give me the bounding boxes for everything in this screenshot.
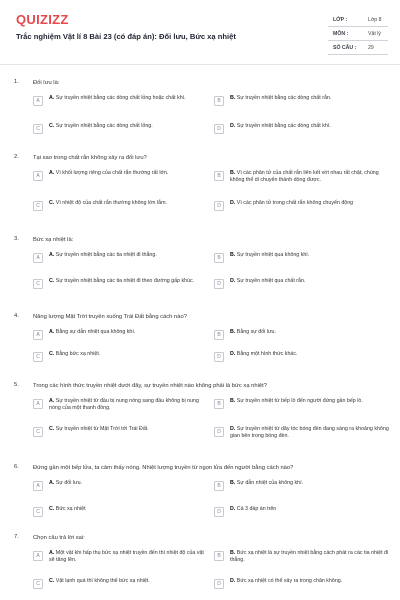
option-letter-box: A — [33, 551, 43, 561]
answer-option-c[interactable] — [33, 426, 203, 440]
option-letter-box: A — [33, 399, 43, 409]
answer-option-c[interactable] — [33, 578, 203, 592]
answer-option-c[interactable] — [33, 123, 203, 137]
answer-option-d[interactable] — [214, 426, 389, 440]
option-letter-box: A — [33, 96, 43, 106]
option-letter-box: B — [214, 551, 224, 561]
option-letter-box: C — [33, 124, 43, 134]
option-letter-box: D — [214, 124, 224, 134]
answer-option-b[interactable] — [214, 95, 384, 109]
question-number: 2. — [14, 154, 19, 160]
option-letter-box: B — [214, 253, 224, 263]
question-number: 6. — [14, 464, 19, 470]
option-text: D. Cả 3 đáp án trên — [230, 506, 277, 512]
meta-row-subject — [328, 27, 388, 41]
answer-option-a[interactable] — [33, 480, 203, 494]
question-text: Trong các hình thức truyền nhiệt dưới đây, sự truyền nhiệt nào không phải là bức xạ nhiệt? — [33, 383, 267, 389]
option-text: B. Sự truyền nhiệt qua không khí. — [230, 252, 310, 258]
option-letter-box: D — [214, 279, 224, 289]
option-letter-box: B — [214, 171, 224, 181]
question-number: 7. — [14, 534, 19, 540]
answer-option-c[interactable] — [33, 200, 203, 214]
option-letter-box: D — [214, 201, 224, 211]
question-number: 3. — [14, 236, 19, 242]
page-title: Trắc nghiệm Vật lí 8 Bài 23 (có đáp án): Đối lưu, Bức xạ nhiệt — [16, 32, 236, 41]
meta-row-class — [328, 13, 388, 27]
option-letter-box: B — [214, 399, 224, 409]
answer-option-d[interactable] — [214, 578, 384, 592]
option-letter-box: B — [214, 96, 224, 106]
option-letter-box: A — [33, 481, 43, 491]
answer-option-b[interactable] — [214, 550, 389, 564]
option-letter-box: B — [214, 481, 224, 491]
quizizz-logo: QUIZIZZ — [16, 12, 69, 27]
meta-key: SỐ CÂU : — [333, 45, 357, 51]
answer-option-b[interactable] — [214, 398, 384, 412]
option-text: C. Sự truyền nhiệt từ Mặt Trời tới Trái Đất. — [49, 426, 149, 432]
answer-option-d[interactable] — [214, 506, 384, 520]
question-4 — [0, 313, 400, 383]
meta-row-count — [328, 41, 388, 55]
answer-option-a[interactable] — [33, 329, 203, 343]
option-text: D. Bức xạ nhiệt có thể xảy ra trong chân không. — [230, 578, 343, 584]
answer-option-a[interactable] — [33, 252, 203, 266]
answer-option-b[interactable] — [214, 329, 384, 343]
question-text: Bức xạ nhiệt là: — [33, 237, 74, 243]
option-text: D. Vì các phân tử trong chất rắn không chuyển động — [230, 200, 354, 206]
question-2 — [0, 154, 400, 224]
option-letter-box: C — [33, 352, 43, 362]
option-text: D. Bằng một hình thức khác. — [230, 351, 298, 357]
meta-key: MÔN : — [333, 31, 349, 37]
question-6 — [0, 464, 400, 534]
option-text: C. Vật lạnh quá thì không thể bức xạ nhiệt. — [49, 578, 150, 584]
option-text: D. Sự truyền nhiệt từ dây tóc bóng đèn đang sáng ra khoảng không gian bên trong bóng đèn. — [230, 426, 389, 439]
option-letter-box: C — [33, 579, 43, 589]
option-text: C. Sự truyền nhiệt bằng các tia nhiệt đi theo đường gấp khúc. — [49, 278, 195, 284]
answer-option-c[interactable] — [33, 506, 203, 520]
meta-value: Lớp 8 — [368, 17, 382, 23]
answer-option-d[interactable] — [214, 351, 384, 365]
answer-option-b[interactable] — [214, 170, 384, 184]
option-letter-box: B — [214, 330, 224, 340]
answer-option-b[interactable] — [214, 252, 384, 266]
option-text: C. Vì nhiệt độ của chất rắn thường không lớn lắm. — [49, 200, 167, 206]
option-text: A. Sự truyền nhiệt bằng các tia nhiệt đi thẳng. — [49, 252, 157, 258]
option-text: A. Bằng sự dẫn nhiệt qua không khí. — [49, 329, 136, 335]
question-text: Đối lưu là: — [33, 80, 60, 86]
option-letter-box: D — [214, 352, 224, 362]
option-text: B. Bằng sự đối lưu. — [230, 329, 276, 335]
answer-option-a[interactable] — [33, 170, 203, 184]
meta-value: 29 — [368, 45, 374, 51]
option-text: B. Vì các phân tử của chất rắn liên kết với nhau rất chặt, chúng không thể di chuyển thành dòng được. — [230, 170, 379, 183]
option-text: C. Bằng bức xạ nhiệt. — [49, 351, 101, 357]
question-text: Năng lượng Mặt Trời truyền xuống Trái Đất bằng cách nào? — [33, 314, 187, 320]
answer-option-c[interactable] — [33, 278, 203, 292]
option-letter-box: C — [33, 427, 43, 437]
meta-table — [328, 13, 388, 55]
header-divider — [0, 64, 400, 65]
option-text: A. Sự truyền nhiệt bằng các dòng chất lỏng hoặc chất khí. — [49, 95, 186, 101]
option-text: C. Sự truyền nhiệt bằng các dòng chất lỏng. — [49, 123, 153, 129]
answer-option-c[interactable] — [33, 351, 203, 365]
question-text: Tại sao trong chất rắn không xảy ra đối lưu? — [33, 155, 147, 161]
meta-key: LỚP : — [333, 17, 348, 23]
option-text: A. Một vật khi hấp thụ bức xạ nhiệt truyền đến thì nhiệt độ của vật sẽ tăng lên. — [49, 550, 204, 563]
question-number: 5. — [14, 382, 19, 388]
answer-option-d[interactable] — [214, 200, 384, 214]
question-1 — [0, 79, 400, 149]
question-5 — [0, 382, 400, 452]
question-number: 1. — [14, 79, 19, 85]
option-letter-box: D — [214, 427, 224, 437]
option-letter-box: C — [33, 279, 43, 289]
option-letter-box: C — [33, 201, 43, 211]
question-text: Đứng gần một bếp lửa, ta cảm thấy nóng. Nhiệt lượng truyền từ ngọn lửa đến người bằng cách nào? — [33, 465, 294, 471]
answer-option-d[interactable] — [214, 123, 384, 137]
option-letter-box: A — [33, 330, 43, 340]
option-letter-box: D — [214, 507, 224, 517]
option-text: B. Sự dẫn nhiệt của không khí. — [230, 480, 304, 486]
option-text: D. Sự truyền nhiệt bằng các dòng chất khí. — [230, 123, 331, 129]
option-text: A. Sự đối lưu. — [49, 480, 83, 486]
question-text: Chọn câu trả lời sai: — [33, 535, 85, 541]
worksheet-header — [0, 0, 400, 62]
option-letter-box: A — [33, 171, 43, 181]
question-7 — [0, 534, 400, 600]
option-text: B. Bức xạ nhiệt là sự truyền nhiệt bằng cách phát ra các tia nhiệt đi thẳng. — [230, 550, 389, 563]
answer-option-a[interactable] — [33, 95, 203, 109]
option-text: A. Vì khối lượng riêng của chất rắn thường rất lớn. — [49, 170, 169, 176]
question-number: 4. — [14, 313, 19, 319]
answer-option-b[interactable] — [214, 480, 384, 494]
option-text: B. Sự truyền nhiệt từ bếp lò đến người đứng gần bếp lò. — [230, 398, 363, 404]
option-text: C. Bức xạ nhiệt — [49, 506, 86, 512]
answer-option-a[interactable] — [33, 398, 203, 412]
answer-option-a[interactable] — [33, 550, 203, 564]
meta-value: Vật lý — [368, 31, 381, 37]
option-text: A. Sự truyền nhiệt từ đầu bị nung nóng sang đầu không bị nung nóng của một thanh đồng. — [49, 398, 199, 411]
option-text: B. Sự truyền nhiệt bằng các dòng chất rắn. — [230, 95, 332, 101]
option-letter-box: A — [33, 253, 43, 263]
question-3 — [0, 236, 400, 306]
answer-option-d[interactable] — [214, 278, 384, 292]
option-text: D. Sự truyền nhiệt qua chất rắn. — [230, 278, 306, 284]
option-letter-box: D — [214, 579, 224, 589]
option-letter-box: C — [33, 507, 43, 517]
